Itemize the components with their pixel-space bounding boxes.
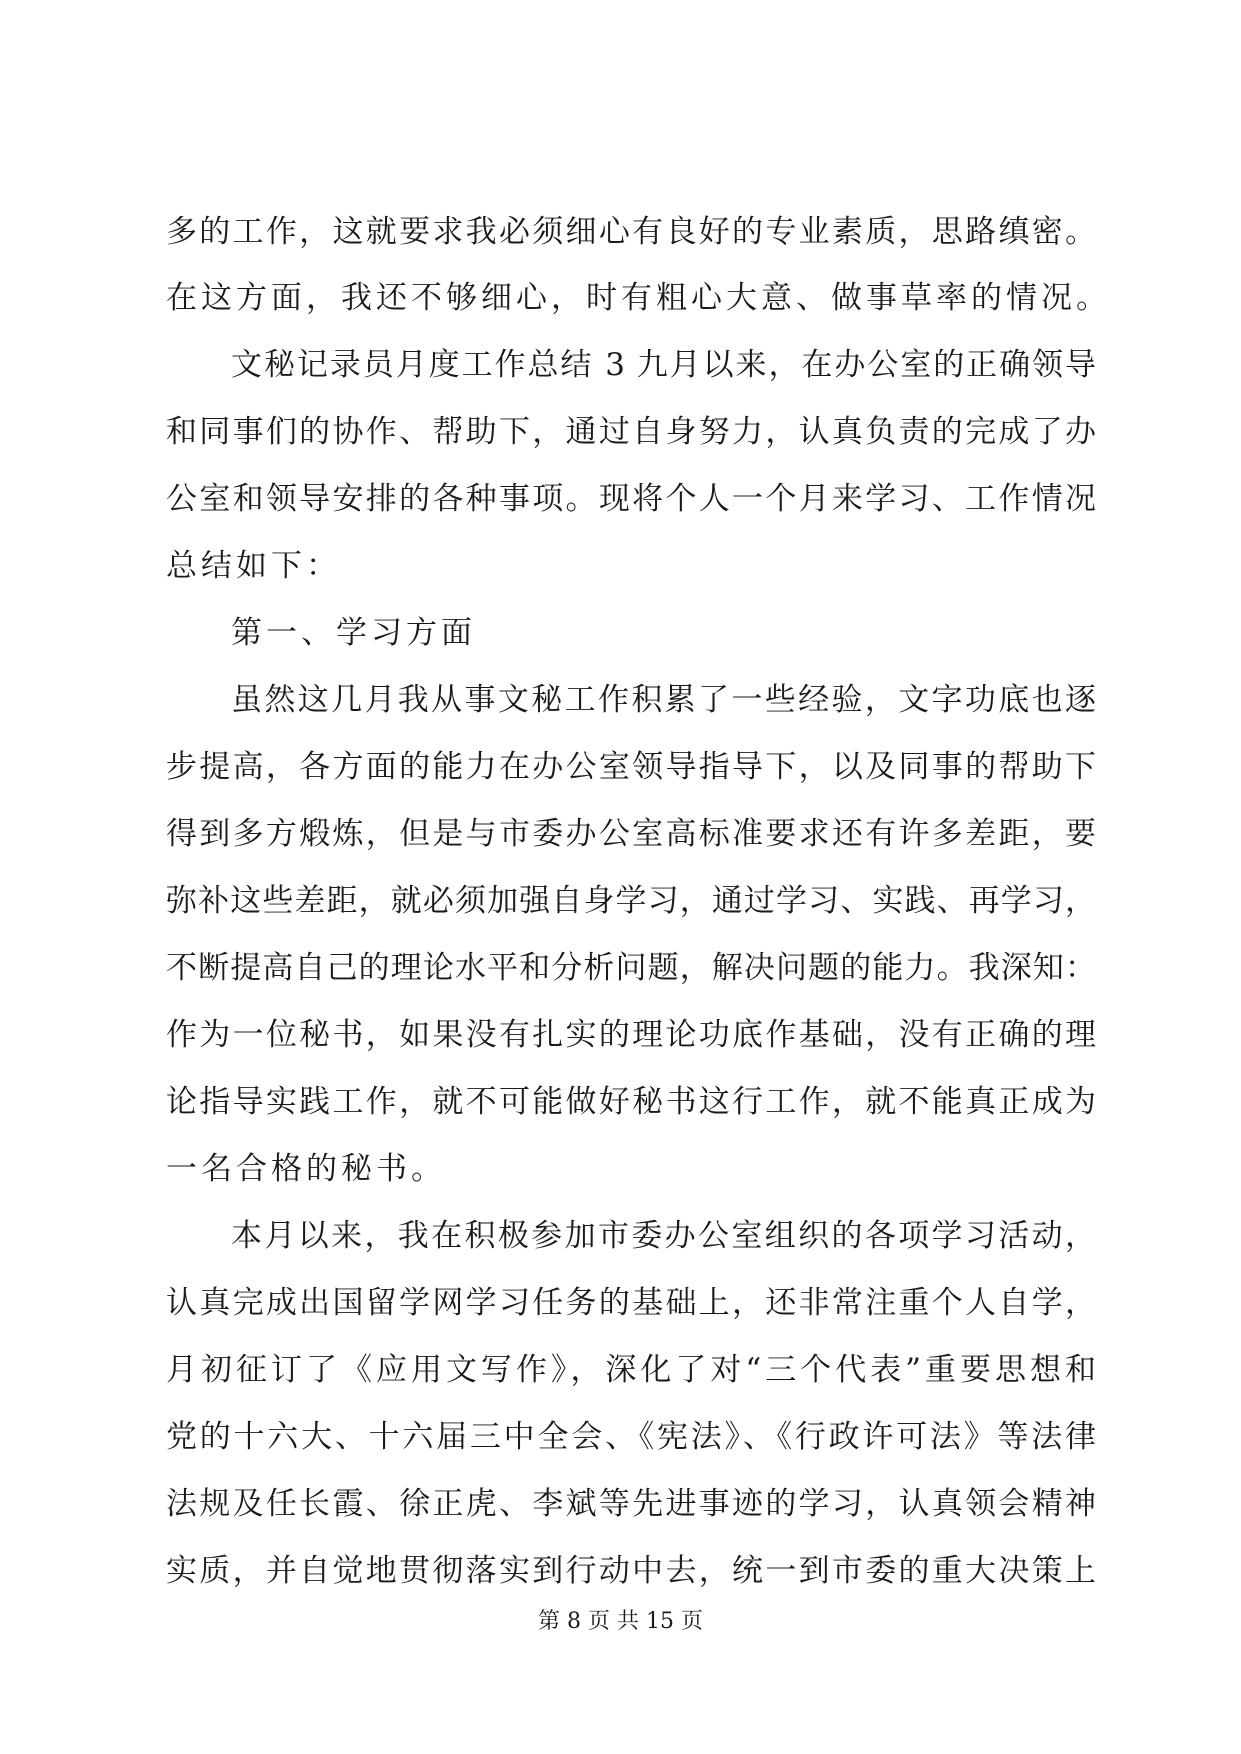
text-line: 和同事们的协作、帮助下，通过自身努力，认真负责的完成了办 xyxy=(166,414,1096,450)
text-line: 得到多方煅炼，但是与市委办公室高标准要求还有许多差距，要 xyxy=(166,816,1096,852)
text-line: 认真完成出国留学网学习任务的基础上，还非常注重个人自学， xyxy=(166,1285,1096,1321)
text-line: 在这方面，我还不够细心，时有粗心大意、做事草率的情况。 xyxy=(166,280,1111,316)
text-line: 步提高，各方面的能力在办公室领导指导下，以及同事的帮助下 xyxy=(166,749,1096,785)
text-line: 实质，并自觉地贯彻落实到行动中去，统一到市委的重大决策上 xyxy=(166,1553,1096,1589)
text-line: 法规及任长霞、徐正虎、李斌等先进事迹的学习，认真领会精神 xyxy=(166,1486,1096,1522)
text-line: 文秘记录员月度工作总结 3 九月以来，在办公室的正确领导 xyxy=(231,347,1096,383)
text-line: 多的工作，这就要求我必须细心有良好的专业素质，思路缜密。 xyxy=(166,214,1096,250)
text-line: 一名合格的秘书。 xyxy=(166,1151,446,1187)
text-line: 虽然这几月我从事文秘工作积累了一些经验，文字功底也逐 xyxy=(231,682,1096,718)
text-line: 作为一位秘书，如果没有扎实的理论功底作基础，没有正确的理 xyxy=(166,1017,1096,1053)
text-line: 公室和领导安排的各种事项。现将个人一个月来学习、工作情况 xyxy=(166,481,1096,517)
section-heading: 第一、学习方面 xyxy=(231,615,476,651)
text-line: 弥补这些差距，就必须加强自身学习，通过学习、实践、再学习， xyxy=(166,883,1096,919)
text-line: 总结如下： xyxy=(166,548,341,584)
text-line: 党的十六大、十六届三中全会、《宪法》、《行政许可法》等法律 xyxy=(166,1419,1096,1455)
page-number-footer: 第 8 页 共 15 页 xyxy=(538,1609,703,1634)
text-line: 论指导实践工作，就不可能做好秘书这行工作，就不能真正成为 xyxy=(166,1084,1096,1120)
text-line: 本月以来，我在积极参加市委办公室组织的各项学习活动， xyxy=(231,1218,1096,1254)
text-line: 月初征订了《应用文写作》，深化了对“三个代表”重要思想和 xyxy=(166,1352,1096,1388)
text-line: 不断提高自己的理论水平和分析问题，解决问题的能力。我深知： xyxy=(166,950,1096,986)
